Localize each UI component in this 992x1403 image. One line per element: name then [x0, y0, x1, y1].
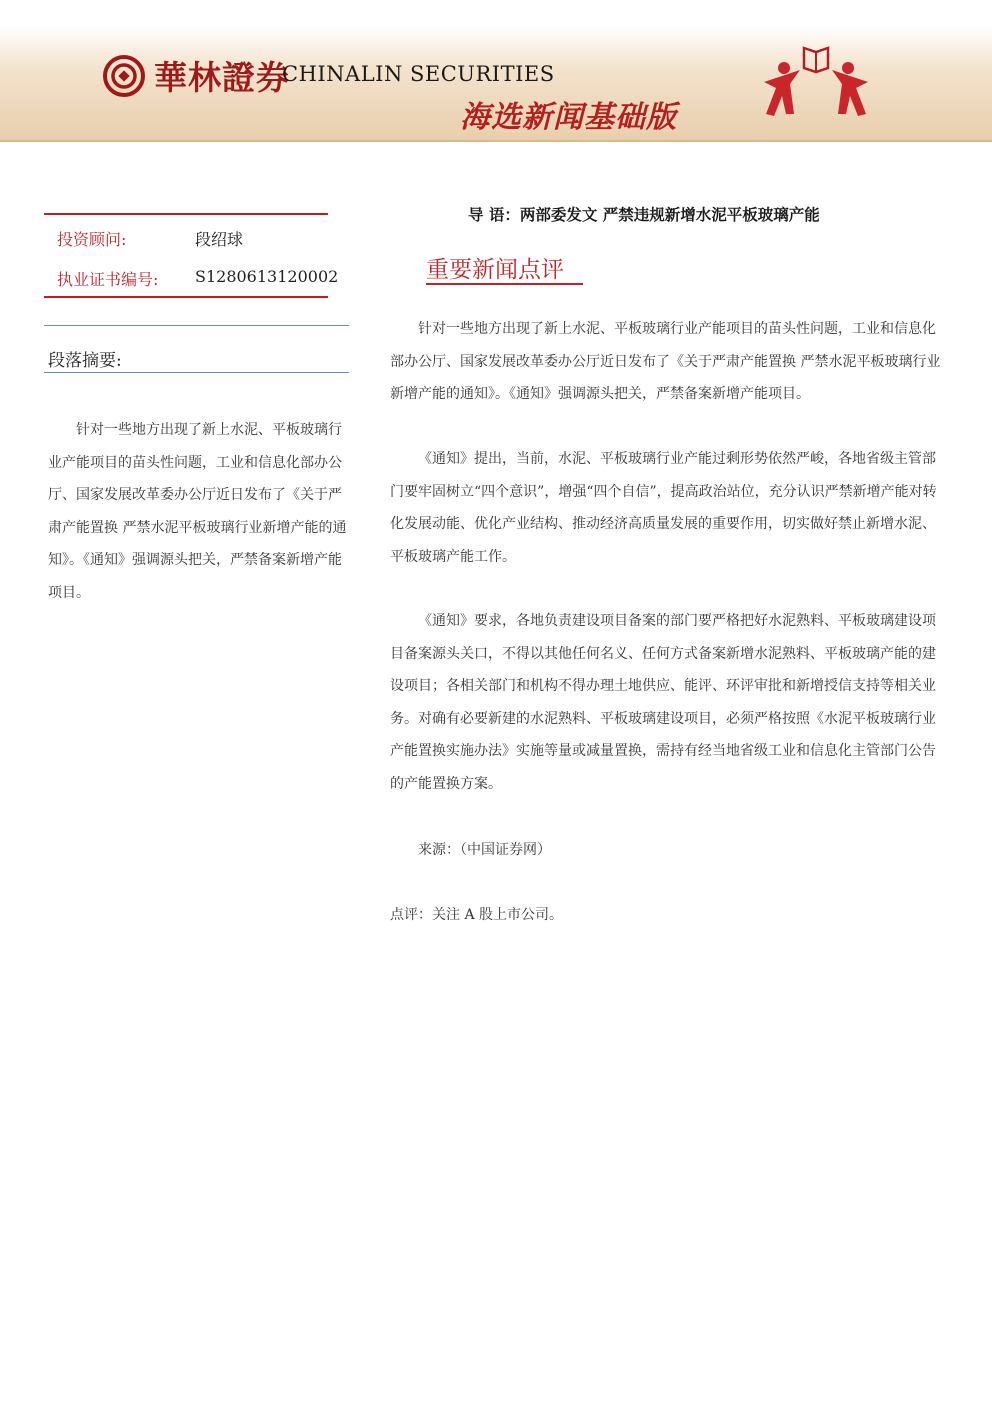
- section-title: 重要新闻点评: [426, 257, 564, 283]
- abstract-text: 针对一些地方出现了新上水泥、平板玻璃行业产能项目的苗头性问题，工业和信息化部办公厅、国家发展改革委办公厅近日发布了《关于严肃产能置换 严禁水泥平板玻璃行业新增产能的通知》。《通知》强调源头把关，严禁备案新增产能项目。: [48, 422, 347, 601]
- body-paragraph-1: 针对一些地方出现了新上水泥、平板玻璃行业产能项目的苗头性问题，工业和信息化部办公厅、国家发展改革委办公厅近日发布了《关于严肃产能置换 严禁水泥平板玻璃行业新增产能的通知》。《通知》强调源头把关，严禁备案新增产能项目。: [390, 321, 941, 402]
- body-paragraph-3: 《通知》要求，各地负责建设项目备案的部门要严格把好水泥熟料、平板玻璃建设项目备案源头关口，不得以其他任何名义、任何方式备案新增水泥熟料、平板玻璃产能的建设项目；各相关部门和机构不得办理土地供应、能评、环评审批和新增授信支持等相关业务。对确有必要新建的水泥熟料、平板玻璃建设项目，必须严格按照《水泥平板玻璃行业产能置换实施办法》实施等量或减量置换，需持有经当地省级工业和信息化主管部门公告的产能置换方案。: [390, 613, 936, 792]
- news-comment: 点评：关注 A 股上市公司。: [390, 907, 564, 923]
- headline: 导 语：两部委发文 严禁违规新增水泥平板玻璃产能: [468, 205, 820, 224]
- edition-title: 海选新闻基础版: [460, 100, 677, 135]
- abstract-bottom-rule: [44, 372, 349, 373]
- news-source: 来源：（中国证券网）: [418, 842, 551, 858]
- license-number: S1280613120002: [195, 267, 339, 286]
- section-title-underline: [426, 283, 583, 285]
- header-divider: [0, 140, 992, 142]
- body-paragraph-2: 《通知》提出，当前，水泥、平板玻璃行业产能过剩形势依然严峻，各地省级主管部门要牢固树立“四个意识”，增强“四个自信”，提高政治站位，充分认识严禁新增产能对转化发展动能、优化产业结构、推动经济高质量发展的重要作用，切实做好禁止新增水泥、平板玻璃产能工作。: [390, 451, 937, 565]
- sidebar-top-rule: [44, 213, 328, 215]
- sidebar-bottom-rule: [44, 296, 328, 298]
- company-logo-icon: [102, 54, 146, 98]
- license-label: 执业证书编号:: [57, 270, 159, 289]
- abstract-title: 段落摘要:: [48, 351, 122, 371]
- abstract-top-rule: [44, 325, 349, 326]
- company-name-cn: 華林證券: [154, 58, 290, 97]
- advisor-label: 投资顾问:: [57, 230, 127, 249]
- reading-mascot-icon: [760, 44, 872, 128]
- advisor-name: 段绍球: [195, 230, 244, 249]
- company-name-en: CHINALIN SECURITIES: [282, 62, 555, 86]
